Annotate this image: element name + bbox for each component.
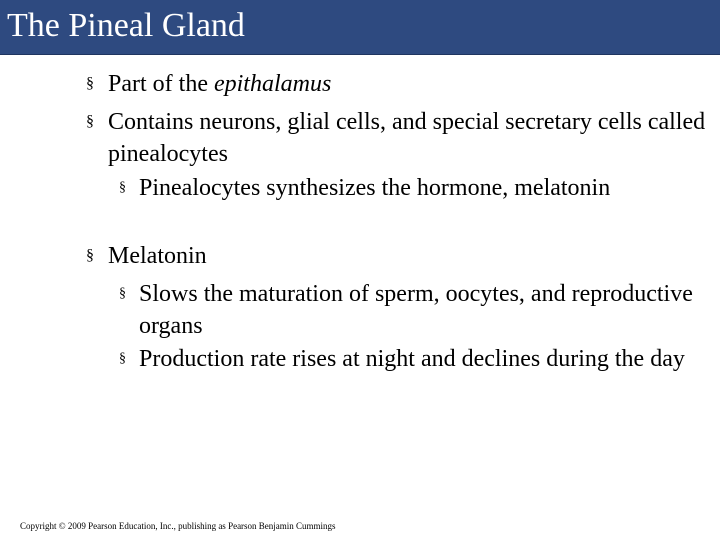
bullet-marker-icon: § (86, 75, 94, 92)
bullet-item (86, 240, 708, 272)
bullet-text: Production rate rises at night and declines during the day (139, 346, 685, 372)
sub-bullet-item (119, 343, 699, 375)
bullet-text: Melatonin (108, 243, 207, 269)
bullet-text: Slows the maturation of sperm, oocytes, and reproductive organs (139, 281, 693, 339)
bullet-marker-icon: § (119, 286, 126, 301)
bullet-emphasis: epithalamus (213, 71, 332, 97)
bullet-text: Part of the (108, 71, 214, 97)
bullet-marker-icon: § (86, 113, 94, 130)
bullet-text: Contains neurons, glial cells, and special secretary cells called pinealocytes (108, 109, 706, 167)
sub-bullet-item (119, 278, 699, 342)
slide-title: The Pineal Gland (7, 7, 245, 44)
sub-bullet-item (119, 172, 699, 204)
bullet-text: Pinealocytes synthesizes the hormone, melatonin (139, 175, 611, 201)
bullet-marker-icon: § (119, 351, 126, 366)
title-bar (0, 0, 720, 55)
bullet-marker-icon: § (119, 180, 126, 195)
copyright-footer: Copyright © 2009 Pearson Education, Inc., publishing as Pearson Benjamin Cummings (20, 521, 336, 531)
bullet-item (86, 68, 708, 100)
bullet-marker-icon: § (86, 247, 94, 264)
bullet-item (86, 106, 708, 170)
